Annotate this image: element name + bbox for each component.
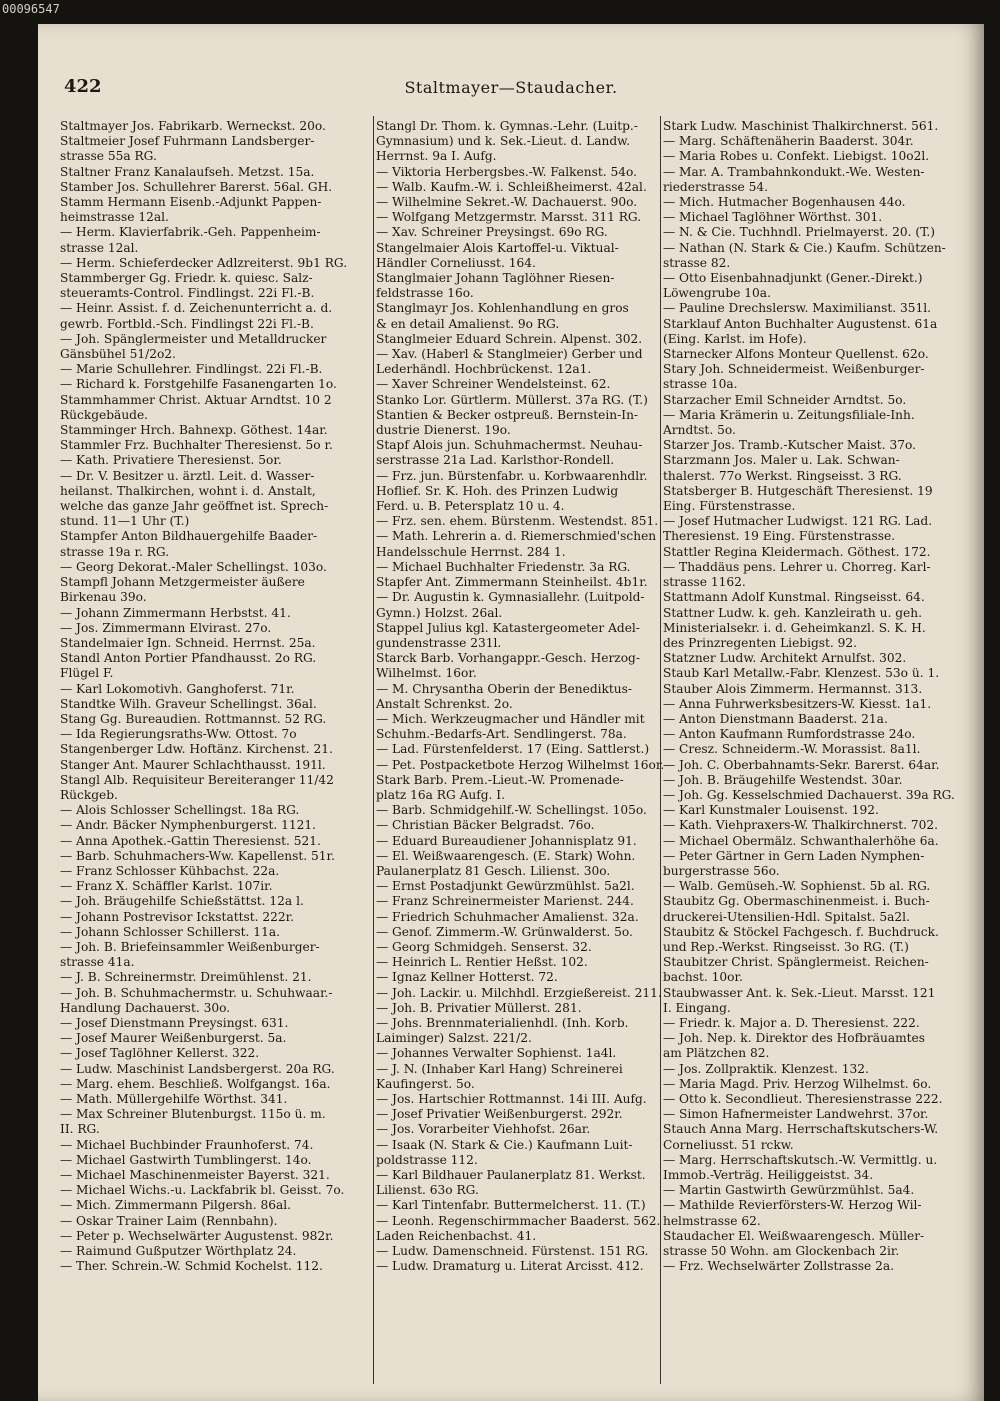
- directory-entry-line: — Georg Schmidgeh. Senserst. 32.: [376, 939, 592, 954]
- directory-entry-line: Herrnst. 9a I. Aufg.: [376, 149, 497, 164]
- directory-entry-line: II. RG.: [60, 1122, 100, 1137]
- directory-entry-line: — Frz. Wechselwärter Zollstrasse 2a.: [663, 1259, 894, 1274]
- directory-entry-line: Laden Reichenbachst. 41.: [376, 1228, 537, 1243]
- directory-entry-line: — Mathilde Revierförsters-W. Herzog Wil-: [663, 1198, 922, 1213]
- directory-entry-line: Starzmann Jos. Maler u. Lak. Schwan-: [663, 453, 900, 468]
- directory-entry-line: Stampfer Anton Bildhauergehilfe Baader-: [60, 529, 318, 544]
- directory-entry-line: — Max Schreiner Blutenburgst. 115o ü. m.: [60, 1107, 326, 1122]
- scan-id-label: 00096547: [2, 2, 60, 16]
- directory-entry-line: bachst. 10or.: [663, 970, 743, 985]
- directory-entry-line: des Prinzregenten Liebigst. 92.: [663, 635, 858, 650]
- directory-entry-line: — Cresz. Schneiderm.-W. Morassist. 8a1l.: [663, 742, 921, 757]
- directory-entry-line: — Michael Taglöhner Wörthst. 301.: [663, 210, 883, 225]
- directory-entry-line: — Pauline Drechslersw. Maximilianst. 351l.: [663, 301, 932, 316]
- directory-entry-line: — Kath. Viehpraxers-W. Thalkirchnerst. 702.: [663, 818, 938, 833]
- directory-entry-line: — Johannes Verwalter Sophienst. 1a4l.: [376, 1046, 617, 1061]
- directory-entry-line: — Xav. Schreiner Preysingst. 69o RG.: [376, 225, 608, 240]
- directory-entry-line: — Viktoria Herbergsbes.-W. Falkenst. 54o.: [376, 164, 637, 179]
- directory-entry-line: strasse 55a RG.: [60, 149, 157, 164]
- directory-entry-line: — Christian Bäcker Belgradst. 76o.: [376, 818, 595, 833]
- directory-entry-line: Stangl Alb. Requisiteur Bereiteranger 11/42: [60, 772, 334, 787]
- directory-entry-line: — Otto Eisenbahnadjunkt (Gener.-Direkt.): [663, 271, 923, 286]
- directory-entry-line: — Peter Gärtner in Gern Laden Nymphen-: [663, 848, 925, 863]
- directory-entry-line: Staltner Franz Kanalaufseh. Metzst. 15a.: [60, 164, 315, 179]
- directory-entry-line: — Frz. sen. ehem. Bürstenm. Westendst. 851.: [376, 514, 659, 529]
- directory-entry-line: — Anna Fuhrwerksbesitzers-W. Kiesst. 1a1.: [663, 696, 932, 711]
- directory-entry-line: — Otto k. Secondlieut. Theresienstrasse 222.: [663, 1092, 943, 1106]
- directory-entry-line: — Josef Taglöhner Kellerst. 322.: [60, 1046, 260, 1061]
- directory-entry-line: — Michael Buchhalter Friedenstr. 3a RG.: [376, 559, 631, 574]
- directory-entry-line: — Joh. Lackir. u. Milchhdl. Erzgießereist. 211.: [376, 985, 662, 1000]
- directory-entry-line: — Eduard Bureaudiener Johannisplatz 91.: [376, 833, 637, 848]
- page-header: [38, 76, 984, 106]
- directory-entry-line: — Xaver Schreiner Wendelsteinst. 62.: [376, 377, 611, 392]
- directory-entry-line: Immob.-Verträg. Heiliggeistst. 34.: [663, 1168, 874, 1183]
- directory-entry-line: — Heinrich L. Rentier Heßst. 102.: [376, 955, 588, 970]
- directory-entry-line: — Maria Magd. Priv. Herzog Wilhelmst. 6o.: [663, 1076, 932, 1091]
- directory-entry-line: — Josef Privatier Weißenburgerst. 292r.: [376, 1107, 623, 1122]
- directory-entry-line: — Michael Gastwirth Tumblingerst. 14o.: [60, 1152, 312, 1167]
- directory-entry-line: Laiminger) Salzst. 221/2.: [376, 1031, 532, 1046]
- directory-entry-line: Stapf Alois jun. Schuhmachermst. Neuhau-: [376, 438, 643, 453]
- directory-entry-line: — Andr. Bäcker Nymphenburgerst. 1121.: [60, 818, 317, 833]
- directory-entry-line: — Karl Bildhauer Paulanerplatz 81. Werkst.: [376, 1168, 646, 1183]
- directory-entry-line: (Eing. Karlst. im Hofe).: [663, 331, 807, 346]
- directory-entry-line: Staubitz & Stöckel Fachgesch. f. Buchdruck.: [663, 924, 939, 939]
- directory-entry-line: — Marg. ehem. Beschließ. Wolfgangst. 16a.: [60, 1076, 331, 1091]
- directory-entry-line: — Barb. Schuhmachers-Ww. Kapellenst. 51r.: [60, 848, 335, 863]
- directory-entry-line: Handlung Dachauerst. 30o.: [60, 1000, 231, 1015]
- directory-entry-line: Starck Barb. Vorhangappr.-Gesch. Herzog-: [376, 651, 640, 666]
- column-3: [663, 119, 963, 1389]
- directory-entry-line: Stanglmeier Eduard Schrein. Alpenst. 302.: [376, 331, 643, 346]
- directory-entry-line: Stary Joh. Schneidermeist. Weißenburger-: [663, 362, 925, 377]
- right-edge-marks: [968, 84, 982, 1334]
- directory-entry-line: — Herm. Klavierfabrik.-Geh. Pappenheim-: [60, 225, 321, 240]
- directory-entry-line: — M. Chrysantha Oberin der Benediktus-: [376, 681, 633, 696]
- directory-entry-line: Stangl Dr. Thom. k. Gymnas.-Lehr. (Luitp.-: [376, 119, 638, 133]
- directory-entry-line: — Josef Hutmacher Ludwigst. 121 RG. Lad.: [663, 514, 933, 529]
- directory-entry-line: — Lad. Fürstenfelderst. 17 (Eing. Sattlerst.): [376, 742, 650, 757]
- directory-entry-line: — Dr. V. Besitzer u. ärztl. Leit. d. Wasser-: [60, 468, 315, 483]
- directory-entry-line: riederstrasse 54.: [663, 179, 768, 194]
- directory-entry-line: poldstrasse 112.: [376, 1152, 478, 1167]
- directory-entry-line: Statzner Ludw. Architekt Arnulfst. 302.: [663, 651, 907, 666]
- directory-entry-line: Ferd. u. B. Petersplatz 10 u. 4.: [376, 499, 565, 514]
- directory-entry-line: Ministerialsekr. i. d. Geheimkanzl. S. K. H.: [663, 620, 926, 635]
- directory-entry-line: Handelsschule Herrnst. 284 1.: [376, 544, 566, 559]
- directory-entry-line: — Ther. Schrein.-W. Schmid Kochelst. 112.: [60, 1259, 323, 1274]
- directory-entry-line: Stauch Anna Marg. Herrschaftskutschers-W.: [663, 1122, 939, 1137]
- directory-entry-line: Stattner Ludw. k. geh. Kanzleirath u. geh.: [663, 605, 922, 620]
- directory-entry-line: Anstalt Schrenkst. 2o.: [376, 696, 513, 711]
- directory-entry-line: — Joh. B. Privatier Müllerst. 281.: [376, 1000, 582, 1015]
- directory-entry-line: am Plätzchen 82.: [663, 1046, 770, 1061]
- directory-entry-line: — Joh. C. Oberbahnamts-Sekr. Barerst. 64ar.: [663, 757, 940, 772]
- directory-entry-line: welche das ganze Jahr geöffnet ist. Sprech-: [60, 499, 329, 514]
- directory-entry-line: — Genof. Zimmerm.-W. Grünwalderst. 5o.: [376, 924, 633, 939]
- directory-entry-line: Starzer Jos. Tramb.-Kutscher Maist. 37o.: [663, 438, 916, 453]
- directory-entry-line: Gymnasium) und k. Sek.-Lieut. d. Landw.: [376, 134, 631, 149]
- directory-entry-line: Stammberger Gg. Friedr. k. quiesc. Salz-: [60, 271, 313, 286]
- directory-entry-line: — Ernst Postadjunkt Gewürzmühlst. 5a2l.: [376, 879, 635, 894]
- directory-entry-line: — Xav. (Haberl & Stanglmeier) Gerber und: [376, 347, 643, 362]
- directory-entry-line: strasse 12al.: [60, 240, 139, 255]
- directory-entry-line: Birkenau 39o.: [60, 590, 147, 605]
- directory-entry-line: — Marie Schullehrer. Findlingst. 22i Fl.-B.: [60, 362, 323, 377]
- directory-entry-line: Theresienst. 19 Eing. Fürstenstrasse.: [663, 529, 896, 544]
- directory-entry-line: Stanger Ant. Maurer Schlachthausst. 191l.: [60, 757, 326, 772]
- directory-entry-line: Standelmaier Ign. Schneid. Herrnst. 25a.: [60, 635, 316, 650]
- directory-entry-line: Corneliusst. 51 rckw.: [663, 1137, 794, 1152]
- directory-entry-line: — Mich. Werkzeugmacher und Händler mit: [376, 711, 645, 726]
- directory-entry-line: — Ignaz Kellner Hotterst. 72.: [376, 970, 558, 985]
- directory-entry-line: — Isaak (N. Stark & Cie.) Kaufmann Luit-: [376, 1137, 633, 1152]
- directory-entry-line: — Martin Gastwirth Gewürzmühlst. 5a4.: [663, 1183, 915, 1198]
- directory-entry-line: — Franz Schlosser Kühbachst. 22a.: [60, 863, 280, 878]
- directory-entry-line: — Karl Kunstmaler Louisenst. 192.: [663, 803, 879, 818]
- directory-page: [38, 24, 984, 1401]
- directory-entry-line: & en detail Amalienst. 9o RG.: [376, 316, 560, 331]
- directory-entry-line: Standl Anton Portier Pfandhausst. 2o RG.: [60, 651, 317, 666]
- directory-entry-line: — Maria Krämerin u. Zeitungsfiliale-Inh.: [663, 407, 915, 422]
- directory-entry-line: — Leonh. Regenschirmmacher Baaderst. 562.: [376, 1213, 661, 1228]
- page-number: 422: [64, 76, 102, 97]
- directory-entry-line: — Ida Regierungsraths-Ww. Ottost. 7o: [60, 727, 297, 742]
- directory-entry-line: Lilienst. 63o RG.: [376, 1183, 479, 1198]
- directory-entry-line: — Ludw. Damenschneid. Fürstenst. 151 RG.: [376, 1244, 649, 1259]
- directory-entry-line: Staltmayer Jos. Fabrikarb. Werneckst. 20o.: [60, 119, 326, 133]
- directory-entry-line: — Joh. B. Briefeinsammler Weißenburger-: [60, 939, 320, 954]
- directory-entry-line: Stang Gg. Bureaudien. Rottmannst. 52 RG.: [60, 711, 327, 726]
- directory-entry-line: Eing. Fürstenstrasse.: [663, 499, 796, 514]
- directory-entry-line: Hoflief. Sr. K. Hoh. des Prinzen Ludwig: [376, 483, 619, 498]
- directory-entry-line: Staubwasser Ant. k. Sek.-Lieut. Marsst. 121: [663, 985, 936, 1000]
- directory-entry-line: Schuhm.-Bedarfs-Art. Sendlingerst. 78a.: [376, 727, 627, 742]
- directory-entry-line: — J. B. Schreinermstr. Dreimühlenst. 21.: [60, 970, 312, 985]
- directory-entry-line: — Barb. Schmidgehilf.-W. Schellingst. 105o.: [376, 803, 647, 818]
- directory-entry-line: heimstrasse 12al.: [60, 210, 169, 225]
- directory-entry-line: — Maria Robes u. Confekt. Liebigst. 10o2l.: [663, 149, 930, 164]
- directory-entry-line: — Johann Schlosser Schillerst. 11a.: [60, 924, 280, 939]
- directory-entry-line: burgerstrasse 56o.: [663, 863, 780, 878]
- running-title: Staltmayer—Staudacher.: [404, 78, 618, 97]
- directory-entry-line: und Rep.-Werkst. Ringseisst. 3o RG. (T.): [663, 939, 909, 954]
- directory-entry-line: — Walb. Gemüseh.-W. Sophienst. 5b al. RG.: [663, 879, 931, 894]
- directory-entry-line: — Johann Zimmermann Herbstst. 41.: [60, 605, 291, 620]
- directory-entry-line: — Alois Schlosser Schellingst. 18a RG.: [60, 803, 300, 818]
- directory-entry-line: Stanglmaier Johann Taglöhner Riesen-: [376, 271, 615, 286]
- directory-entry-line: Stangenberger Ldw. Hoftänz. Kirchenst. 21.: [60, 742, 333, 757]
- directory-entry-line: — Josef Dienstmann Preysingst. 631.: [60, 1015, 289, 1030]
- directory-entry-line: — N. & Cie. Tuchhndl. Prielmayerst. 20. (T.): [663, 225, 936, 240]
- directory-entry-line: Paulanerplatz 81 Gesch. Lilienst. 30o.: [376, 863, 611, 878]
- directory-entry-line: Stammler Frz. Buchhalter Theresienst. 5o r.: [60, 438, 333, 453]
- directory-entry-line: platz 16a RG Aufg. I.: [376, 787, 505, 802]
- directory-entry-line: feldstrasse 16o.: [376, 286, 474, 301]
- directory-entry-line: — Peter p. Wechselwärter Augustenst. 982r.: [60, 1228, 334, 1243]
- directory-entry-line: — Anna Apothek.-Gattin Theresienst. 521.: [60, 833, 321, 848]
- directory-entry-line: strasse 19a r. RG.: [60, 544, 170, 559]
- column-2: [376, 119, 672, 1389]
- directory-entry-line: — Michael Buchbinder Fraunhoferst. 74.: [60, 1137, 314, 1152]
- directory-entry-line: Standtke Wilh. Graveur Schellingst. 36al.: [60, 696, 317, 711]
- directory-entry-line: Starklauf Anton Buchhalter Augustenst. 61a: [663, 316, 938, 331]
- directory-entry-line: — Walb. Kaufm.-W. i. Schleißheimerst. 42al.: [376, 179, 647, 194]
- directory-entry-line: — Simon Hafnermeister Landwehrst. 37or.: [663, 1107, 929, 1122]
- directory-entry-line: serstrasse 21a Lad. Karlsthor-Rondell.: [376, 453, 615, 468]
- directory-entry-line: — Raimund Gußputzer Wörthplatz 24.: [60, 1244, 297, 1259]
- directory-entry-line: — El. Weißwaarengesch. (E. Stark) Wohn.: [376, 848, 636, 863]
- directory-entry-line: Stammhammer Christ. Aktuar Arndtst. 10 2: [60, 392, 332, 407]
- directory-entry-line: — Joh. Spänglermeister und Metalldrucker: [60, 331, 327, 346]
- directory-entry-line: Statsberger B. Hutgeschäft Theresienst. 19: [663, 483, 933, 498]
- directory-entry-line: strasse 10a.: [663, 377, 738, 392]
- directory-entry-line: Staub Karl Metallw.-Fabr. Klenzest. 53o ü. 1.: [663, 666, 940, 681]
- directory-entry-line: Starnecker Alfons Monteur Quellenst. 62o.: [663, 347, 929, 362]
- directory-entry-line: — Anton Kaufmann Rumfordstrasse 24o.: [663, 727, 916, 742]
- directory-entry-line: Stanko Lor. Gürtlerm. Müllerst. 37a RG. (T.): [376, 392, 648, 407]
- directory-entry-line: — J. N. (Inhaber Karl Hang) Schreinerei: [376, 1061, 623, 1076]
- directory-entry-line: Stattmann Adolf Kunstmal. Ringseisst. 64.: [663, 590, 925, 605]
- directory-entry-line: Rückgebäude.: [60, 407, 149, 422]
- directory-entry-line: Stark Barb. Prem.-Lieut.-W. Promenade-: [376, 772, 624, 787]
- directory-entry-line: — Marg. Herrschaftskutsch.-W. Vermittlg. u.: [663, 1152, 938, 1167]
- directory-entry-line: — Jos. Hartschier Rottmannst. 14i III. Aufg.: [376, 1092, 647, 1106]
- directory-entry-line: I. Eingang.: [663, 1000, 731, 1015]
- directory-entry-line: — Thaddäus pens. Lehrer u. Chorreg. Karl-: [663, 559, 931, 574]
- directory-entry-line: — Dr. Augustin k. Gymnasiallehr. (Luitpold-: [376, 590, 645, 605]
- directory-entry-line: Händler Corneliusst. 164.: [376, 255, 536, 270]
- directory-entry-line: strasse 1162.: [663, 575, 746, 590]
- directory-entry-line: helmstrasse 62.: [663, 1213, 761, 1228]
- directory-entry-line: gundenstrasse 231l.: [376, 635, 502, 650]
- directory-entry-line: — Joh. B. Bräugehilfe Westendst. 30ar.: [663, 772, 903, 787]
- directory-entry-line: — Kath. Privatiere Theresienst. 5or.: [60, 453, 282, 468]
- directory-entry-line: — Joh. Bräugehilfe Schießstättst. 12a l.: [60, 894, 304, 909]
- directory-entry-line: — Jos. Zimmermann Elvirast. 27o.: [60, 620, 272, 635]
- directory-entry-line: — Nathan (N. Stark & Cie.) Kaufm. Schützen-: [663, 240, 946, 255]
- directory-entry-line: Staltmeier Josef Fuhrmann Landsberger-: [60, 134, 315, 149]
- directory-entry-line: Stauber Alois Zimmerm. Hermannst. 313.: [663, 681, 923, 696]
- directory-entry-line: thalerst. 77o Werkst. Ringseisst. 3 RG.: [663, 468, 902, 483]
- directory-entry-line: — Karl Lokomotivh. Ganghoferst. 71r.: [60, 681, 295, 696]
- directory-entry-line: — Marg. Schäftenäherin Baaderst. 304r.: [663, 134, 914, 149]
- directory-entry-line: — Anton Dienstmann Baaderst. 21a.: [663, 711, 888, 726]
- directory-entry-line: Arndtst. 5o.: [663, 423, 736, 438]
- directory-entry-line: Lederhändl. Hochbrückenst. 12a1.: [376, 362, 592, 377]
- directory-entry-line: steueramts-Control. Findlingst. 22i Fl.-B.: [60, 286, 315, 301]
- column-1: [60, 119, 385, 1389]
- directory-entry-line: — Wolfgang Metzgermstr. Marsst. 311 RG.: [376, 210, 642, 225]
- directory-entry-line: — Franz X. Schäffler Karlst. 107ir.: [60, 879, 273, 894]
- directory-entry-line: Staubitzer Christ. Spänglermeist. Reichen-: [663, 955, 929, 970]
- directory-entry-line: Stampfl Johann Metzgermeister äußere: [60, 575, 305, 590]
- directory-entry-line: strasse 41a.: [60, 955, 135, 970]
- directory-entry-line: Stantien & Becker ostpreuß. Bernstein-In-: [376, 407, 639, 422]
- directory-entry-line: stund. 11—1 Uhr (T.): [60, 514, 190, 529]
- directory-entry-line: Staubitz Gg. Obermaschinenmeist. i. Buch-: [663, 894, 930, 909]
- directory-entry-line: Stamminger Hrch. Bahnexp. Göthest. 14ar.: [60, 423, 328, 438]
- directory-entry-line: — Math. Müllergehilfe Wörthst. 341.: [60, 1092, 288, 1106]
- directory-entry-line: Gänsbühel 51/2o2.: [60, 347, 176, 362]
- directory-entry-line: — Ludw. Maschinist Landsbergerst. 20a RG.: [60, 1061, 335, 1076]
- directory-entry-line: Stapfer Ant. Zimmermann Steinheilst. 4b1r.: [376, 575, 648, 590]
- directory-entry-line: druckerei-Utensilien-Hdl. Spitalst. 5a2l.: [663, 909, 910, 924]
- directory-entry-line: — Mich. Zimmermann Pilgersh. 86al.: [60, 1198, 292, 1213]
- directory-entry-line: — Heinr. Assist. f. d. Zeichenunterricht a. d.: [60, 301, 333, 316]
- directory-entry-line: Stattler Regina Kleidermach. Göthest. 172.: [663, 544, 931, 559]
- directory-entry-line: — Friedr. k. Major a. D. Theresienst. 222.: [663, 1015, 920, 1030]
- directory-entry-line: Staudacher El. Weißwaarengesch. Müller-: [663, 1228, 925, 1243]
- directory-entry-line: — Michael Maschinenmeister Bayerst. 321.: [60, 1168, 330, 1183]
- directory-entry-line: Gymn.) Holzst. 26al.: [376, 605, 503, 620]
- directory-entry-line: — Franz Schreinermeister Marienst. 244.: [376, 894, 634, 909]
- directory-entry-line: — Josef Maurer Weißenburgerst. 5a.: [60, 1031, 287, 1046]
- directory-entry-line: — Frz. jun. Bürstenfabr. u. Korbwaarenhdlr.: [376, 468, 648, 483]
- directory-entry-line: — Herm. Schieferdecker Adlzreiterst. 9b1 RG.: [60, 255, 348, 270]
- directory-entry-line: strasse 50 Wohn. am Glockenbach 2ir.: [663, 1244, 900, 1259]
- directory-entry-line: — Joh. B. Schuhmachermstr. u. Schuhwaar.-: [60, 985, 333, 1000]
- directory-entry-line: gewrb. Fortbld.-Sch. Findlingst 22i Fl.-B.: [60, 316, 314, 331]
- directory-entry-line: heilanst. Thalkirchen, wohnt i. d. Anstalt,: [60, 483, 316, 498]
- directory-entry-line: — Pet. Postpacketbote Herzog Wilhelmst 16or.: [376, 757, 665, 772]
- directory-entry-line: Stanglmayr Jos. Kohlenhandlung en gros: [376, 301, 629, 316]
- directory-entry-line: Rückgeb.: [60, 787, 118, 802]
- directory-entry-line: — Karl Tintenfabr. Buttermelcherst. 11. (T.): [376, 1198, 646, 1213]
- directory-entry-line: Löwengrube 10a.: [663, 286, 771, 301]
- directory-entry-line: — Jos. Zollpraktik. Klenzest. 132.: [663, 1061, 869, 1076]
- directory-entry-line: — Ludw. Dramaturg u. Literat Arcisst. 412.: [376, 1259, 644, 1274]
- directory-entry-line: — Jos. Vorarbeiter Viehhofst. 26ar.: [376, 1122, 591, 1137]
- directory-entry-line: — Joh. Nep. k. Direktor des Hofbräuamtes: [663, 1031, 926, 1046]
- directory-entry-line: — Mich. Hutmacher Bogenhausen 44o.: [663, 195, 906, 210]
- directory-entry-line: Wilhelmst. 16or.: [376, 666, 477, 681]
- directory-entry-line: Stark Ludw. Maschinist Thalkirchnerst. 561.: [663, 119, 939, 133]
- directory-entry-line: — Johs. Brennmaterialienhdl. (Inh. Korb.: [376, 1015, 629, 1030]
- directory-entry-line: — Friedrich Schuhmacher Amalienst. 32a.: [376, 909, 639, 924]
- directory-entry-line: — Johann Postrevisor Ickstattst. 222r.: [60, 909, 295, 924]
- directory-entry-line: Starzacher Emil Schneider Arndtst. 5o.: [663, 392, 907, 407]
- directory-entry-line: Stangelmaier Alois Kartoffel-u. Viktual-: [376, 240, 619, 255]
- directory-entry-line: strasse 82.: [663, 255, 731, 270]
- directory-entry-line: — Richard k. Forstgehilfe Fasanengarten 1o.: [60, 377, 337, 392]
- directory-entry-line: dustrie Dienerst. 19o.: [376, 423, 511, 438]
- directory-entry-line: — Joh. Gg. Kesselschmied Dachauerst. 39a RG.: [663, 787, 955, 802]
- directory-entry-line: — Math. Lehrerin a. d. Riemerschmied'schen: [376, 529, 657, 544]
- directory-entry-line: Kaufingerst. 5o.: [376, 1076, 475, 1091]
- directory-entry-line: — Michael Obermälz. Schwanthalerhöhe 6a.: [663, 833, 939, 848]
- directory-entry-line: Stamber Jos. Schullehrer Barerst. 56al. GH.: [60, 179, 333, 194]
- directory-entry-line: — Wilhelmine Sekret.-W. Dachauerst. 90o.: [376, 195, 638, 210]
- directory-entry-line: — Michael Wichs.-u. Lackfabrik bl. Geisst. 7o.: [60, 1183, 345, 1198]
- directory-entry-line: Stamm Hermann Eisenb.-Adjunkt Pappen-: [60, 195, 322, 210]
- directory-entry-line: — Oskar Trainer Laim (Rennbahn).: [60, 1213, 278, 1228]
- directory-entry-line: — Georg Dekorat.-Maler Schellingst. 103o.: [60, 559, 327, 574]
- directory-entry-line: — Mar. A. Trambahnkondukt.-We. Westen-: [663, 164, 925, 179]
- directory-entry-line: Stappel Julius kgl. Katastergeometer Adel-: [376, 620, 640, 635]
- directory-entry-line: Flügel F.: [60, 666, 114, 681]
